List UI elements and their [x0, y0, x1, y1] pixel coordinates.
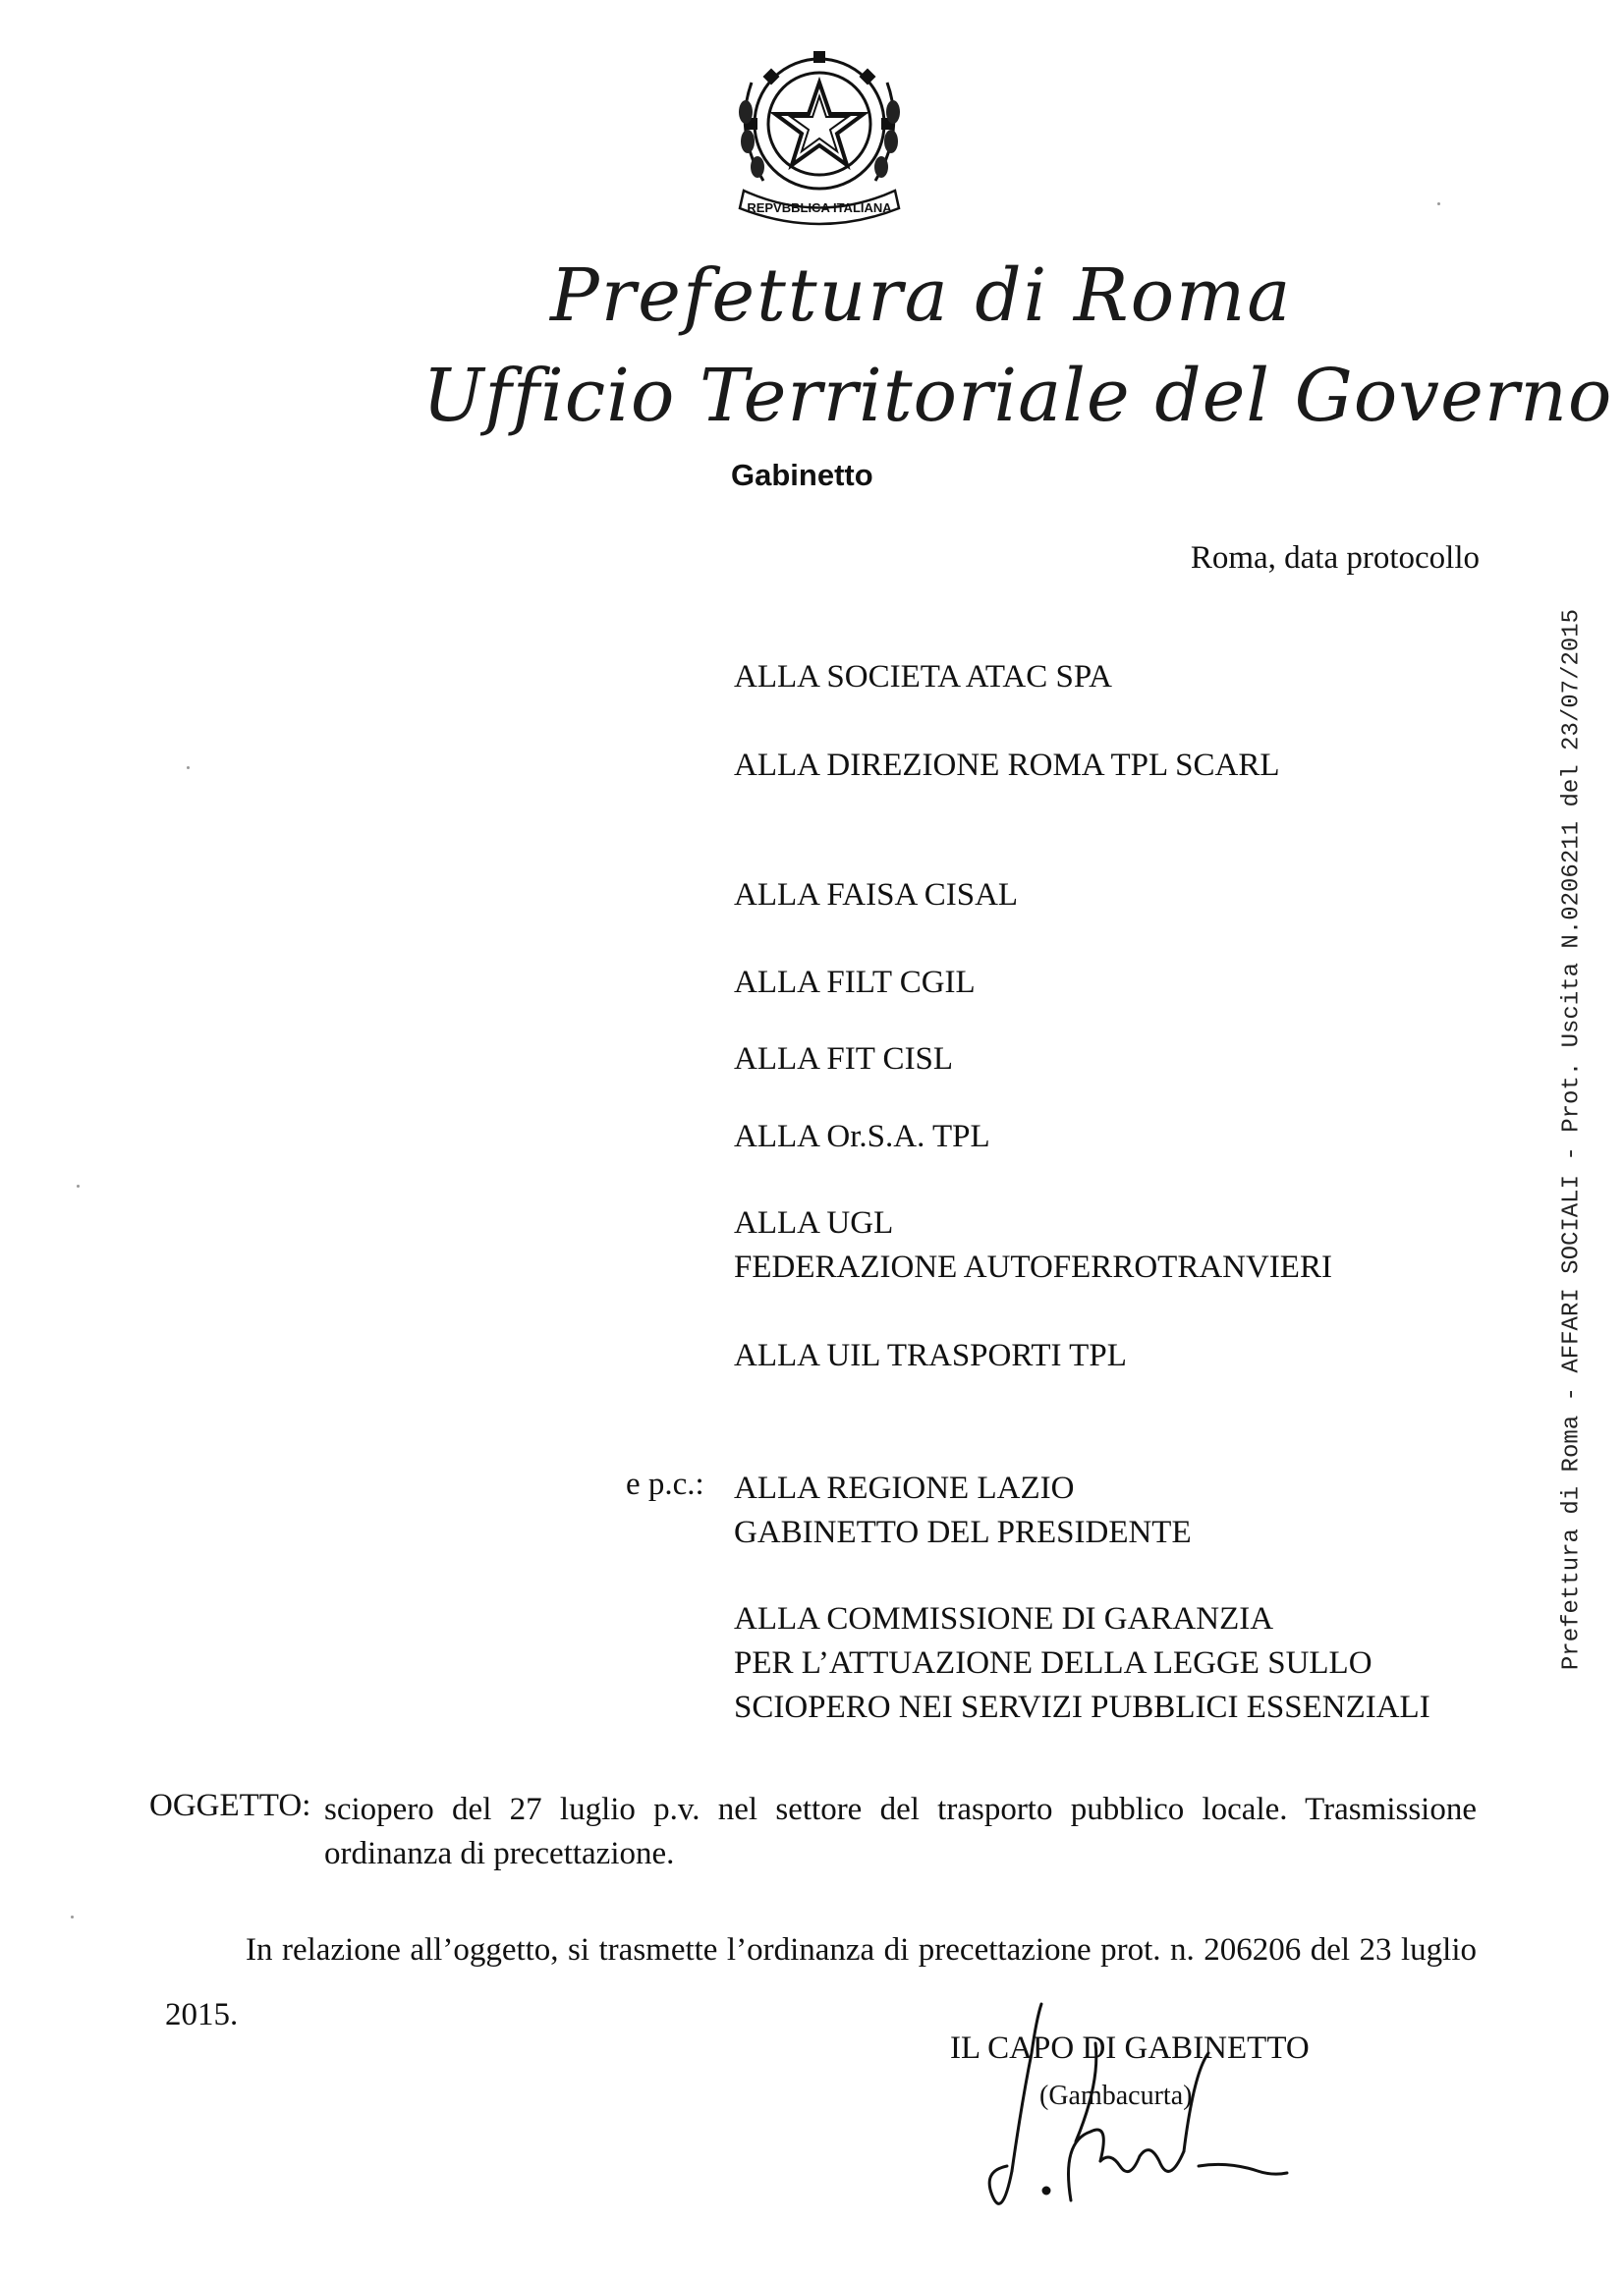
scan-speck [77, 1185, 80, 1188]
recipient-filt-cgil: ALLA FILT CGIL [734, 965, 976, 1000]
recipient-orsa-tpl: ALLA Or.S.A. TPL [734, 1119, 990, 1154]
subject-text: sciopero del 27 luglio p.v. nel settore del trasporto pubblico locale. Trasmissione ordinanza di precettazione. [324, 1792, 1477, 1871]
cc-label: e p.c.: [626, 1467, 704, 1502]
cc-recipient-commissione-garanzia: ALLA COMMISSIONE DI GARANZIA PER L’ATTUAZIONE DELLA LEGGE SULLO SCIOPERO NEI SERVIZI PUBBLICI ESSENZIALI [734, 1601, 1430, 1725]
handwritten-signature-icon [963, 1994, 1297, 2240]
cc-recipient-regione-lazio: ALLA REGIONE LAZIO GABINETTO DEL PRESIDENTE [734, 1471, 1192, 1550]
recipient-ugl: ALLA UGL FEDERAZIONE AUTOFERROTRANVIERI [734, 1205, 1332, 1285]
recipient-uil-trasporti: ALLA UIL TRASPORTI TPL [734, 1338, 1127, 1373]
header-title-line2: Ufficio Territoriale del Governo [422, 354, 1613, 438]
signature-name: (Gambacurta) [1039, 2081, 1193, 2111]
recipient-atac: ALLA SOCIETA ATAC SPA [734, 659, 1112, 695]
dateline: Roma, data protocollo [1190, 540, 1480, 576]
body-paragraph: In relazione all’oggetto, si trasmette l’ordinanza di precettazione prot. n. 206206 del 23 luglio 2015. [165, 1932, 1477, 2032]
svg-text:REPVBBLICA ITALIANA: REPVBBLICA ITALIANA [747, 200, 892, 215]
scan-speck [187, 766, 190, 769]
protocol-stamp: Prefettura di Roma - AFFARI SOCIALI - Prot. Uscita N.0206211 del 23/07/2015 [1558, 608, 1586, 1671]
scan-speck [71, 1916, 74, 1919]
italian-republic-emblem-icon [724, 43, 915, 230]
scan-speck [1437, 202, 1440, 205]
department-label: Gabinetto [731, 458, 873, 492]
recipient-faisa-cisal: ALLA FAISA CISAL [734, 877, 1019, 913]
signature-title: IL CAPO DI GABINETTO [950, 2030, 1310, 2066]
header-title-line1: Prefettura di Roma [550, 253, 1293, 338]
recipient-roma-tpl: ALLA DIREZIONE ROMA TPL SCARL [734, 748, 1280, 783]
recipient-fit-cisl: ALLA FIT CISL [734, 1041, 954, 1077]
subject-label: OGGETTO: [149, 1788, 311, 1823]
